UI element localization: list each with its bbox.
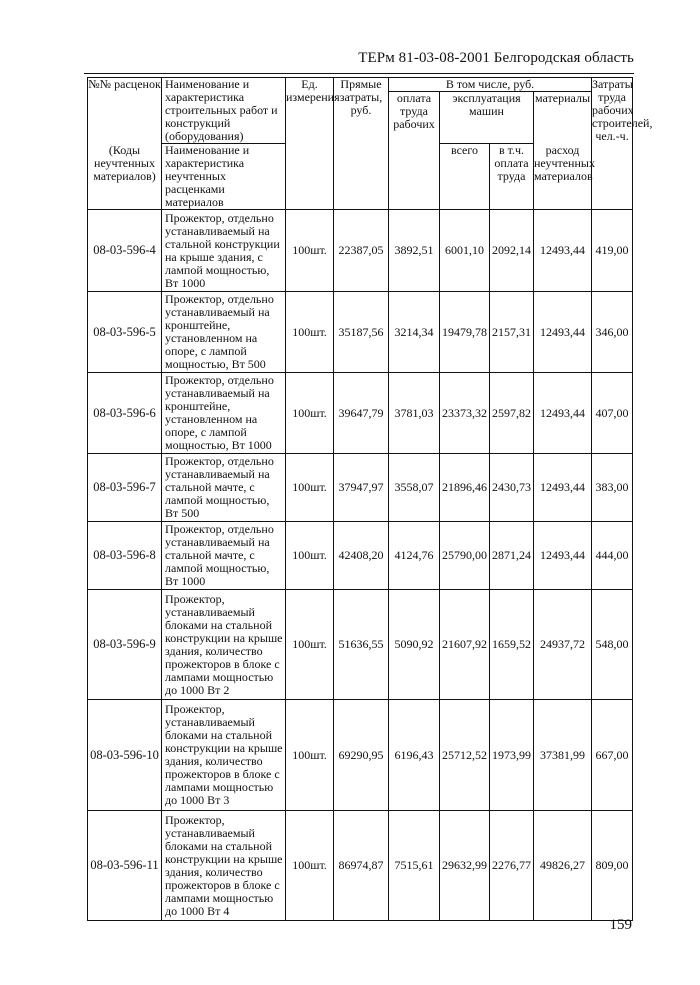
direct-costs: 37947,97 [334,454,389,522]
measure-unit: 100шт. [286,590,334,700]
labor-hours: 444,00 [592,522,633,590]
machines-total: 6001,10 [440,210,490,292]
worker-wages: 6196,43 [389,700,440,811]
machines-wages: 2092,14 [490,210,534,292]
materials-cost: 24937,72 [534,590,592,700]
worker-wages: 3558,07 [389,454,440,522]
measure-unit: 100шт. [286,454,334,522]
table-row [88,210,633,292]
direct-costs: 22387,05 [334,210,389,292]
machines-total: 29632,99 [440,811,490,921]
worker-wages: 3781,03 [389,373,440,454]
rate-code: 08-03-596-7 [88,454,162,522]
work-description: Прожектор, отдельно устанавливаемый на кронштейне, установленном на опоре, с лампой мощностью, Вт 1000 [162,373,286,454]
machines-wages: 2157,31 [490,292,534,373]
header-name: Наименование и характеристика строительных работ и конструкций (оборудования) [162,78,286,144]
direct-costs: 86974,87 [334,811,389,921]
table-row [88,700,633,811]
direct-costs: 35187,56 [334,292,389,373]
measure-unit: 100шт. [286,373,334,454]
direct-costs: 39647,79 [334,373,389,454]
header-code-alt: (Коды неучтенных материалов) [88,144,162,210]
rate-code: 08-03-596-9 [88,590,162,700]
page-number: 159 [609,917,632,933]
work-description: Прожектор, отдельно устанавливаемый на стальной мачте, с лампой мощностью, Вт 500 [162,454,286,522]
rate-code: 08-03-596-5 [88,292,162,373]
header-rule [84,73,634,74]
table-row [88,373,633,454]
machines-wages: 2430,73 [490,454,534,522]
machines-total: 23373,32 [440,373,490,454]
table-row [88,811,633,921]
materials-cost: 49826,27 [534,811,592,921]
table-row [88,292,633,373]
direct-costs: 42408,20 [334,522,389,590]
work-description: Прожектор, устанавливаемый блоками на стальной конструкции на крыше здания, количество прожекторов в блоке с лампами мощностью до 1000 Вт 3 [162,700,286,811]
machines-wages: 2276,77 [490,811,534,921]
rate-code: 08-03-596-11 [88,811,162,921]
header-direct: Прямые затраты, руб. [334,78,389,210]
labor-hours: 383,00 [592,454,633,522]
rate-code: 08-03-596-10 [88,700,162,811]
materials-cost: 12493,44 [534,522,592,590]
measure-unit: 100шт. [286,210,334,292]
labor-hours: 407,00 [592,373,633,454]
worker-wages: 4124,76 [389,522,440,590]
document-header: ТЕРм 81-03-08-2001 Белгородская область [358,50,634,66]
header-code: №№ расценок [88,78,162,144]
measure-unit: 100шт. [286,811,334,921]
direct-costs: 51636,55 [334,590,389,700]
materials-cost: 12493,44 [534,292,592,373]
header-machines-total: всего [440,144,490,210]
labor-hours: 419,00 [592,210,633,292]
work-description: Прожектор, отдельно устанавливаемый на стальной мачте, с лампой мощностью, Вт 1000 [162,522,286,590]
labor-hours: 548,00 [592,590,633,700]
header-labor: Затраты труда рабочих строителей, чел.-ч. [592,78,633,210]
rate-code: 08-03-596-4 [88,210,162,292]
worker-wages: 5090,92 [389,590,440,700]
header-wages: оплата труда рабочих [389,92,440,210]
worker-wages: 3214,34 [389,292,440,373]
rate-code: 08-03-596-6 [88,373,162,454]
header-incl: В том числе, руб. [389,78,592,92]
header-machines-wages: в т.ч. оплата труда [490,144,534,210]
work-description: Прожектор, отдельно устанавливаемый на стальной конструкции на крыше здания, с лампой мощностью, Вт 1000 [162,210,286,292]
worker-wages: 3892,51 [389,210,440,292]
labor-hours: 346,00 [592,292,633,373]
measure-unit: 100шт. [286,522,334,590]
rate-code: 08-03-596-8 [88,522,162,590]
header-materials: материалы [534,92,592,144]
materials-cost: 37381,99 [534,700,592,811]
work-description: Прожектор, устанавливаемый блоками на стальной конструкции на крыше здания, количество прожекторов в блоке с лампами мощностью до 1000 Вт 4 [162,811,286,921]
work-description: Прожектор, отдельно устанавливаемый на кронштейне, установленном на опоре, с лампой мощностью, Вт 500 [162,292,286,373]
direct-costs: 69290,95 [334,700,389,811]
labor-hours: 667,00 [592,700,633,811]
machines-total: 21607,92 [440,590,490,700]
rates-table [87,77,653,921]
labor-hours: 809,00 [592,811,633,921]
machines-wages: 2597,82 [490,373,534,454]
materials-cost: 12493,44 [534,373,592,454]
worker-wages: 7515,61 [389,811,440,921]
materials-cost: 12493,44 [534,210,592,292]
work-description: Прожектор, устанавливаемый блоками на стальной конструкции на крыше здания, количество прожекторов в блоке с лампами мощностью до 1000 Вт 2 [162,590,286,700]
machines-wages: 1973,99 [490,700,534,811]
header-machines: эксплуатация машин [440,92,534,144]
machines-total: 19479,78 [440,292,490,373]
header-name-alt: Наименование и характеристика неучтенных расценками материалов [162,144,286,210]
table-row [88,454,633,522]
header-unit: Ед. измерения [286,78,334,210]
table-row [88,522,633,590]
machines-wages: 2871,24 [490,522,534,590]
machines-wages: 1659,52 [490,590,534,700]
measure-unit: 100шт. [286,700,334,811]
machines-total: 25790,00 [440,522,490,590]
header-materials-unaccounted: расход неучтенных материалов [534,144,592,210]
materials-cost: 12493,44 [534,454,592,522]
measure-unit: 100шт. [286,292,334,373]
machines-total: 25712,52 [440,700,490,811]
machines-total: 21896,46 [440,454,490,522]
table-row [88,590,633,700]
